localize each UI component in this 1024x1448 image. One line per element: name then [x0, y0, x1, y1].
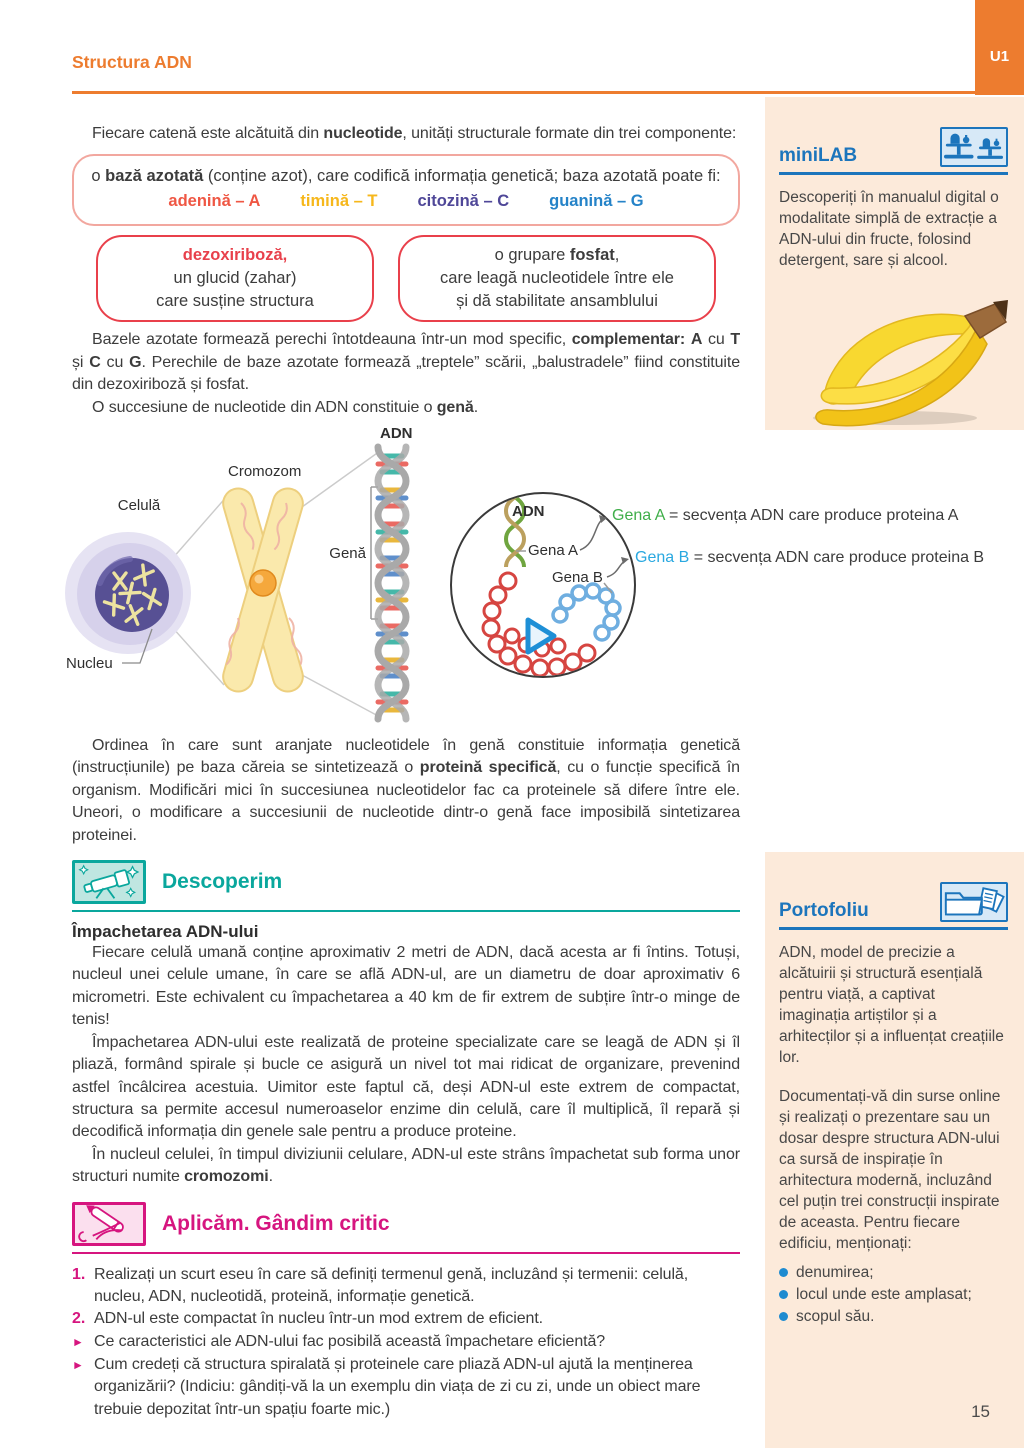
sugar-box: [96, 235, 374, 322]
writing-hand-icon: [72, 1202, 146, 1246]
page-number: 15: [971, 1402, 990, 1421]
writing-hand-svg: [75, 1205, 143, 1243]
term-citozina: citozină – C: [417, 192, 510, 211]
component-boxes: [96, 235, 716, 322]
list-text: Realizați un scurt eseu în care să definiți termenul genă, incluzând și termenii: celulă, nucleu, ADN, nucleotidă, proteină, informație genetică.: [94, 1265, 689, 1305]
bullet-item: [779, 1306, 1008, 1328]
subheading-impachetarea: Împachetarea ADN-ului: [72, 922, 259, 942]
telescope-svg: [75, 863, 143, 901]
ordinea-paragraph: Ordinea în care sunt aranjate nucleotidele în genă constituie informația genetică (instrucțiunile) pe baza căreia se sintetizează o proteină specifică, cu o funcție specifică în organism. Modificări mici în succesiunea nucleotidelor fac ca proteinele să difere între ele. Uneori, o modificare a succesiunii de nucleotide dintr-o genă face imposibilă sintetizarea proteinei.: [72, 737, 740, 844]
bullet-text: denumirea;: [796, 1264, 874, 1281]
annotation-gena-b: Gena B = secvența ADN care produce proteina B: [635, 549, 985, 567]
video-play-button[interactable]: [522, 615, 560, 657]
nitrogen-base-box: [72, 154, 740, 226]
label-gena: Genă: [329, 545, 366, 563]
phosphate-box-line1: o grupare fosfat,: [494, 246, 620, 265]
bullet-text: locul unde este amplasat;: [796, 1286, 972, 1303]
impachetarea-paragraph-1: Fiecare celulă umană conține aproximativ 2 metri de ADN, dacă acesta ar fi întins. Totuși, nucleul unei celule umane, în care se află ADN-ul, are un diametru de doar aproximativ 6 micrometri. Este echivalent cu împachetarea a 40 km de fir extrem de subțire într-o minge de tenis!: [72, 944, 740, 1029]
list-marker: 2.: [72, 1310, 86, 1328]
list-text: Ce caracteristici ale ADN-ului fac posibilă această împachetare eficientă?: [94, 1332, 606, 1350]
minilab-title: miniLAB: [779, 145, 858, 166]
term-adenina: adenină – A: [168, 192, 261, 211]
folder-icon-svg: [942, 884, 1005, 919]
bullet-item: [779, 1262, 1008, 1284]
list-item-2: [72, 1308, 740, 1330]
portofoliu-folder-icon: [940, 882, 1008, 922]
arrow-marker-icon: ►: [72, 1334, 84, 1349]
label-celula: Celulă: [117, 497, 161, 515]
impachetarea-paragraph-3: În nucleul celulei, în timpul diviziunii celulare, ADN-ul este strâns împachetat sub forma unor structuri numite cromozomi.: [72, 1145, 740, 1186]
minilab-scales-icon: [940, 127, 1008, 167]
base-pairs-paragraph: Bazele azotate formează perechi întotdeauna într-un mod specific, complementar: A cu T și C cu G. Perechile de baze azotate formează „treptele” scării, „balustradele” fiind constituite din dezoxiriboză și fosfat.: [72, 331, 741, 394]
telescope-icon: [72, 860, 146, 904]
impachetarea-paragraph-2: Împachetarea ADN-ului este realizată de proteine specializate care se leagă de ADN și îl pliază, formând spirale și bucle ce asigură un nivel tot mai ridicat de organizare, prevenind astfel încâlcirea acestuia. Uimitor este faptul că, deși ADN-ul este extrem de compactat, structura sa permite accesul numeroaselor enzime din celulă, care îl multiplică, îl repară și decodifică informația din genele sale pentru a produce proteine.: [72, 1033, 740, 1141]
banana-svg: [775, 290, 1015, 428]
sidebar-portofoliu: [765, 852, 1024, 1448]
sugar-box-line1: dezoxiriboză,: [182, 246, 288, 265]
minilab-header: [779, 127, 1008, 175]
play-icon: [522, 615, 560, 657]
dna-helix: [378, 447, 406, 719]
section-descoperim: [72, 860, 740, 912]
annotation-gena-a: Gena A = secvența ADN care produce proteina A: [612, 507, 959, 525]
list-item-4: [72, 1354, 740, 1421]
label-adn: ADN: [380, 425, 413, 443]
label-nucleu: Nucleu: [66, 655, 113, 673]
portofoliu-bullets: [779, 1262, 1008, 1328]
unit-tab: U1: [975, 0, 1024, 95]
bullet-icon: [779, 1290, 788, 1299]
inset-label-gena-a: Gena A: [528, 542, 579, 560]
inset-label-gena-b: Gena B: [552, 569, 603, 587]
cell-illustration: [65, 532, 191, 654]
portofoliu-header: [779, 882, 1008, 930]
gene-paragraph: O succesiune de nucleotide din ADN constituie o genă.: [92, 398, 479, 416]
minilab-text: Descoperiți în manualul digital o modalitate simplă de extracție a ADN-ului din fructe, folosind detergent, sare și alcool.: [779, 189, 999, 269]
portofoliu-paragraph-1: ADN, model de precizie a alcătuirii și structură esențială pentru viață, a captivat imaginația artiștilor și a arhitecților și a influențat creațiile lor.: [779, 944, 1004, 1066]
nitrogen-base-line: o bază azotată (conține azot), care codifică informația genetică; baza azotată poate fi:: [91, 167, 721, 186]
section-title-aplicam: Aplicăm. Gândim critic: [162, 1211, 390, 1235]
list-text: Cum credeți că structura spiralată și proteinele care pliază ADN-ul ajută la menținerea organizării? (Indiciu: gândiți-vă la un exemplu din viața de zi cu zi, unde un obiect mare trebuie depozitat într-un spațiu foarte mic.): [94, 1355, 701, 1418]
term-timina: timină – T: [300, 192, 378, 211]
inset-label-adn: ADN: [512, 503, 545, 521]
list-item-3: [72, 1331, 740, 1354]
base-terms: [88, 188, 724, 214]
arrow-marker-icon: ►: [72, 1357, 84, 1372]
bullet-icon: [779, 1268, 788, 1277]
banana-image: [775, 290, 1015, 428]
bullet-icon: [779, 1312, 788, 1321]
list-text: ADN-ul este compactat în nucleu într-un mod extrem de eficient.: [94, 1310, 544, 1328]
dna-diagram-svg: [60, 423, 950, 728]
section-aplicam: [72, 1202, 740, 1254]
portofoliu-paragraph-2: Documentați-vă din surse online și realizați o prezentare sau un dosar despre structura ADN-ului ca sursă de inspirație în arhitectura modernă, incluzând cel puțin trei construcții inspirate de aceasta. Pentru fiecare edificiu, menționați:: [779, 1088, 1001, 1252]
chromosome-illustration: [220, 485, 307, 695]
phosphate-box: [398, 235, 716, 322]
scales-icon-svg: [942, 129, 1005, 164]
sugar-box-line3: care susține structura: [156, 292, 314, 311]
bullet-text: scopul său.: [796, 1308, 875, 1325]
page-title: Structura ADN: [72, 52, 192, 72]
intro-paragraph: Fiecare catenă este alcătuită din nucleotide, unități structurale formate din trei componente:: [92, 125, 737, 142]
term-guanina: guanină – G: [549, 192, 644, 211]
phosphate-box-line2: care leagă nucleotidele între ele: [440, 269, 674, 288]
list-marker: 1.: [72, 1265, 86, 1283]
section-title-descoperim: Descoperim: [162, 870, 283, 894]
bullet-item: [779, 1284, 1008, 1306]
portofoliu-title: Portofoliu: [779, 900, 869, 921]
phosphate-box-line3: și dă stabilitate ansamblului: [456, 292, 658, 311]
dna-diagram: [60, 423, 985, 728]
header-rule: [72, 91, 975, 94]
list-item-1: [72, 1264, 740, 1309]
label-cromozom: Cromozom: [228, 463, 302, 481]
aplicam-list: [72, 1264, 740, 1421]
sugar-box-line2: un glucid (zahar): [173, 269, 297, 288]
sidebar-minilab: [765, 97, 1024, 430]
